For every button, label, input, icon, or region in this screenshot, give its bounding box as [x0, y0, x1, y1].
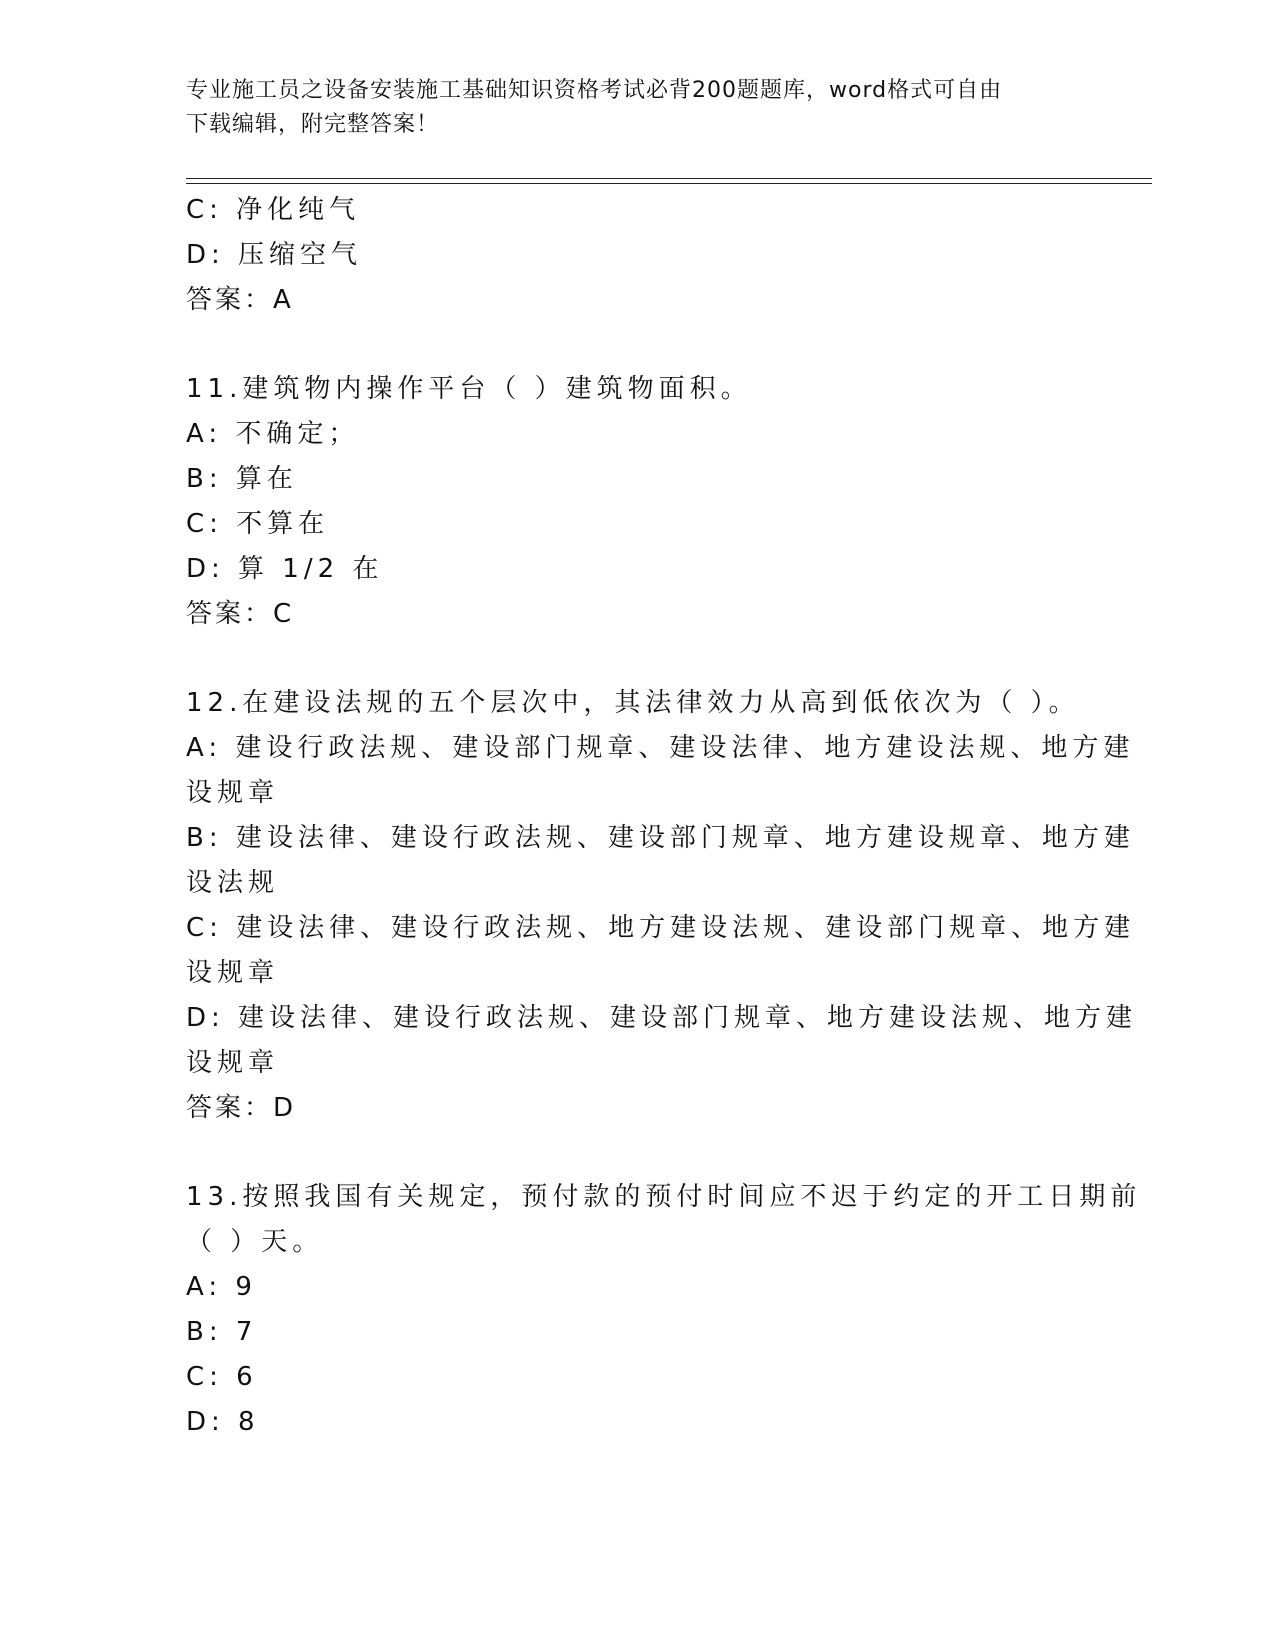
header-divider-bottom: [186, 183, 1152, 184]
document-body: [186, 188, 1142, 1445]
question-spacer: [186, 323, 1076, 367]
question-13: [186, 1175, 1142, 1445]
q11-stem: 11.建筑物内操作平台（ ）建筑物面积。: [186, 374, 752, 404]
question-12: [186, 681, 1138, 1131]
q13-option-c: C: 6: [186, 1362, 258, 1392]
q11-option-a: A: 不确定；: [186, 419, 360, 449]
document-header: [186, 74, 1066, 142]
q10-answer: 答案：A: [186, 285, 294, 315]
q12-option-d-line-1: D: 建设法律、建设行政法规、建设部门规章、地方建设法规、地方建: [186, 1003, 1138, 1033]
q13-option-a: A: 9: [186, 1272, 257, 1302]
header-line-1: 专业施工员之设备安装施工基础知识资格考试必背200题题库，word格式可自由: [186, 78, 1003, 103]
question-spacer: [186, 637, 1076, 681]
q12-option-a-line-1: A: 建设行政法规、建设部门规章、建设法律、地方建设法规、地方建: [186, 733, 1135, 763]
q12-option-c-line-1: C: 建设法律、建设行政法规、地方建设法规、建设部门规章、地方建: [186, 913, 1136, 943]
q12-option-a-line-2: 设规章: [186, 778, 280, 808]
q12-option-b-line-1: B: 建设法律、建设行政法规、建设部门规章、地方建设规章、地方建: [186, 823, 1135, 853]
q13-option-d: D: 8: [186, 1407, 260, 1437]
q10-option-c: C: 净化纯气: [186, 195, 361, 225]
q12-option-d-line-2: 设规章: [186, 1048, 280, 1078]
header-divider-top: [186, 178, 1152, 179]
question-spacer: [186, 1131, 1076, 1175]
q12-option-c-line-2: 设规章: [186, 958, 280, 988]
q11-option-b: B: 算在: [186, 464, 298, 494]
q13-stem-line-2: （ ）天。: [186, 1227, 324, 1257]
q12-stem: 12.在建设法规的五个层次中，其法律效力从高到低依次为（ ）。: [186, 688, 1080, 718]
q13-option-b: B: 7: [186, 1317, 258, 1347]
q11-answer: 答案：C: [186, 599, 295, 629]
q12-option-b-line-2: 设法规: [186, 868, 280, 898]
q13-stem-line-1: 13.按照我国有关规定，预付款的预付时间应不迟于约定的开工日期前: [186, 1182, 1142, 1212]
q10-option-d: D: 压缩空气: [186, 240, 363, 270]
q11-option-d: D: 算 1/2 在: [186, 554, 384, 584]
q12-answer: 答案：D: [186, 1093, 297, 1123]
question-10-tail: [186, 188, 1076, 323]
header-line-2: 下载编辑，附完整答案！: [186, 112, 440, 137]
q11-option-c: C: 不算在: [186, 509, 330, 539]
question-11: [186, 367, 1076, 637]
